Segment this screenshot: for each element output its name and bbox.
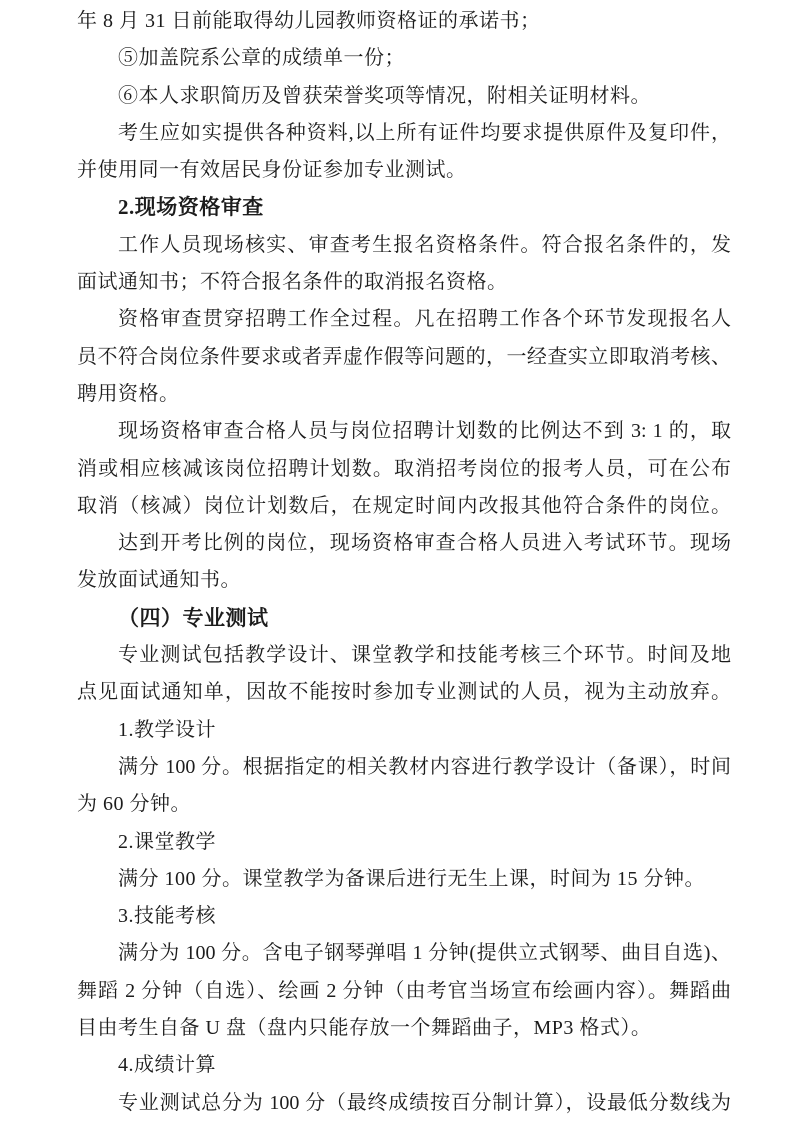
text-line: 现场资格审查合格人员与岗位招聘计划数的比例达不到 3: 1 的，取 xyxy=(118,420,731,443)
text-line: 年 8 月 31 日前能取得幼儿园教师资格证的承诺书； xyxy=(77,10,541,32)
section-heading: 2.现场资格审查 xyxy=(118,195,264,220)
text-line: 消或相应核减该岗位招聘计划数。取消招考岗位的报考人员，可在公布 xyxy=(77,457,731,480)
text-line: 点见面试通知单，因故不能按时参加专业测试的人员，视为主动放弃。 xyxy=(77,681,731,704)
text-line: 发放面试通知书。 xyxy=(77,569,241,592)
text-line: 舞蹈 2 分钟（自选）、绘画 2 分钟（由考官当场宣布绘画内容）。舞蹈曲 xyxy=(77,979,731,1002)
text-line: 满分 100 分。课堂教学为备课后进行无生上课，时间为 15 分钟。 xyxy=(118,867,705,890)
text-line: 满分为 100 分。含电子钢琴弹唱 1 分钟(提供立式钢琴、曲目自选)、 xyxy=(118,942,731,965)
text-line: 工作人员现场核实、审查考生报名资格条件。符合报名条件的，发 xyxy=(118,233,731,256)
text-line: 目由考生自备 U 盘（盘内只能存放一个舞蹈曲子，MP3 格式）。 xyxy=(77,1017,652,1040)
text-line: 面试通知书；不符合报名条件的取消报名资格。 xyxy=(77,271,508,294)
text-line: 专业测试总分为 100 分（最终成绩按百分制计算），设最低分数线为 xyxy=(118,1091,731,1114)
text-line: 4.成绩计算 xyxy=(118,1054,216,1077)
text-line: 并使用同一有效居民身份证参加专业测试。 xyxy=(77,159,467,182)
text-line: ⑤加盖院系公章的成绩单一份； xyxy=(118,47,405,70)
text-line: 专业测试包括教学设计、课堂教学和技能考核三个环节。时间及地 xyxy=(118,644,731,667)
text-line: 资格审查贯穿招聘工作全过程。凡在招聘工作各个环节发现报名人 xyxy=(118,308,731,331)
text-line: 员不符合岗位条件要求或者弄虚作假等问题的，一经查实立即取消考核、 xyxy=(77,345,731,368)
text-line: 考生应如实提供各种资料,以上所有证件均要求提供原件及复印件， xyxy=(118,121,731,144)
text-line: ⑥本人求职简历及曾获荣誉奖项等情况，附相关证明材料。 xyxy=(118,84,651,107)
text-line: 达到开考比例的岗位，现场资格审查合格人员进入考试环节。现场 xyxy=(118,532,731,555)
text-line: 聘用资格。 xyxy=(77,382,180,405)
text-line: 1.教学设计 xyxy=(118,718,216,741)
text-line: 取消（核减）岗位计划数后，在规定时间内改报其他符合条件的岗位。 xyxy=(77,494,731,517)
text-line: 为 60 分钟。 xyxy=(77,793,191,816)
document-body xyxy=(77,3,731,1122)
text-line: 满分 100 分。根据指定的相关教材内容进行教学设计（备课），时间 xyxy=(118,755,731,778)
text-line: 2.课堂教学 xyxy=(118,830,216,853)
section-heading: （四）专业测试 xyxy=(118,605,269,630)
text-line: 3.技能考核 xyxy=(118,905,216,928)
